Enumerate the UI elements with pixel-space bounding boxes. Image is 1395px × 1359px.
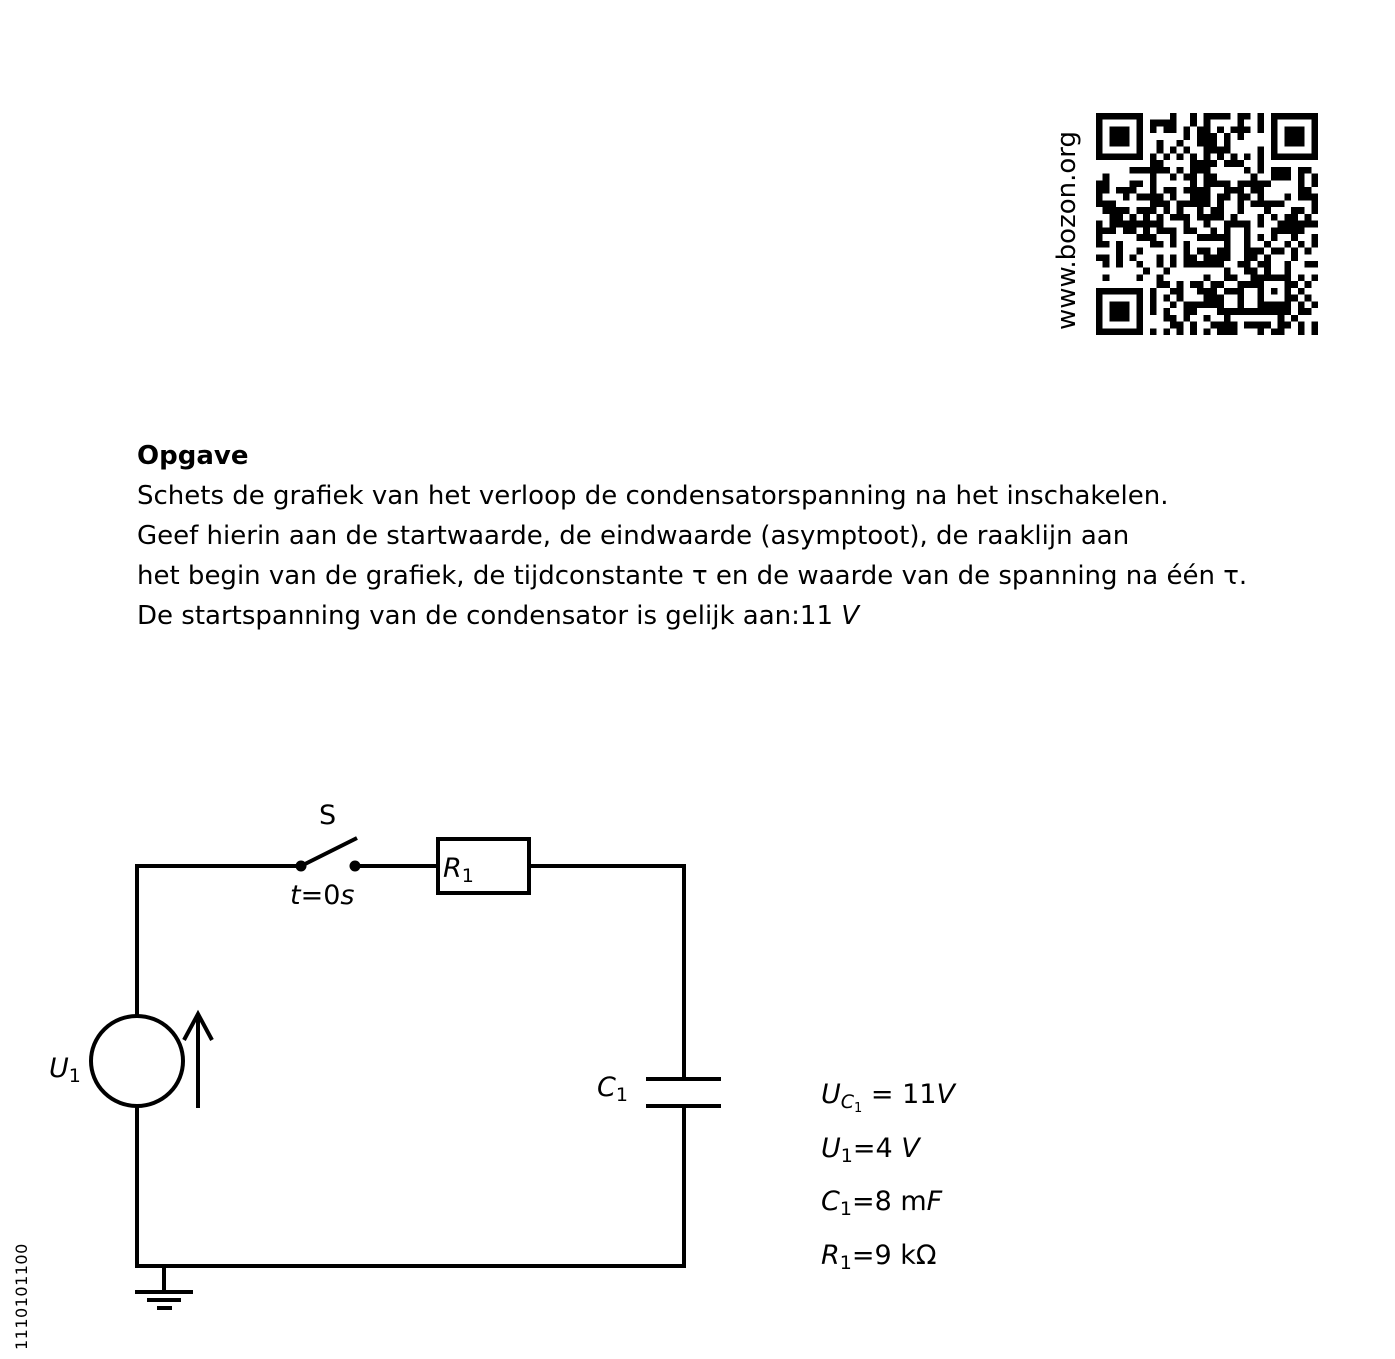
c1-eq: = <box>851 1186 875 1217</box>
u1-val: 4 <box>875 1133 902 1164</box>
uc-sub <box>840 1091 863 1116</box>
uc-unit: V <box>936 1079 955 1110</box>
start-voltage-text: De startspanning van de condensator is gelijk aan: <box>137 601 800 631</box>
source-label <box>49 1053 81 1087</box>
value-r1 <box>821 1239 937 1280</box>
r1-symbol: R <box>821 1240 840 1271</box>
voltage-source <box>91 1016 183 1106</box>
task-line-3: het begin van de grafiek, de tijdconstante τ en de waarde van de spanning na één τ. <box>137 561 1248 591</box>
u1-symbol: U <box>821 1133 841 1164</box>
switch-time-label <box>290 880 354 911</box>
capacitor-symbol: C <box>597 1072 616 1103</box>
uc-symbol: U <box>821 1079 841 1110</box>
r1-eq: = <box>851 1240 875 1271</box>
switch-lever <box>301 838 357 866</box>
c1-unit: F <box>926 1186 943 1217</box>
u1-eq: = <box>852 1133 876 1164</box>
resistor-symbol: R <box>443 853 462 884</box>
task-line-2: Geef hierin aan de startwaarde, de eindwaarde (asymptoot), de raaklijn aan <box>137 521 1130 551</box>
value-u1 <box>821 1132 920 1173</box>
switch-label: S <box>319 800 337 831</box>
c1-val: 8 m <box>874 1186 927 1217</box>
c1-sub: 1 <box>839 1198 852 1220</box>
bozon-link[interactable]: www.bozon.org <box>1052 130 1082 330</box>
u1-unit: V <box>901 1133 920 1164</box>
r1-sub: 1 <box>839 1252 852 1274</box>
footer-code: 1110101100 <box>12 1243 31 1350</box>
task-line-1: Schets de grafiek van het verloop de condensatorspanning na het inschakelen. <box>137 481 1169 511</box>
uc-sub-index: 1 <box>854 1101 863 1116</box>
switch-contact-left <box>296 861 307 872</box>
switch-contact-right <box>350 861 361 872</box>
start-voltage-unit: V <box>841 601 860 631</box>
c1-symbol: C <box>821 1186 840 1217</box>
time-var: t <box>290 880 301 911</box>
resistor-label <box>443 853 474 887</box>
resistor-index: 1 <box>461 865 474 887</box>
u1-sub: 1 <box>840 1145 853 1167</box>
time-unit: s <box>340 880 355 911</box>
task-heading: Opgave <box>137 441 249 471</box>
start-voltage-value: 11 <box>799 601 833 631</box>
value-uc <box>821 1078 955 1126</box>
source-symbol: U <box>49 1053 69 1084</box>
uc-eq: = <box>862 1079 903 1110</box>
uc-sub-letter: C <box>840 1091 855 1113</box>
capacitor-index: 1 <box>615 1084 628 1106</box>
time-val: 0 <box>323 880 341 911</box>
capacitor-label <box>597 1072 628 1106</box>
uc-val: 11 <box>902 1079 937 1110</box>
value-c1 <box>821 1185 942 1226</box>
r1-val: 9 kΩ <box>874 1240 937 1271</box>
source-index: 1 <box>68 1065 81 1087</box>
time-eq: = <box>300 880 324 911</box>
